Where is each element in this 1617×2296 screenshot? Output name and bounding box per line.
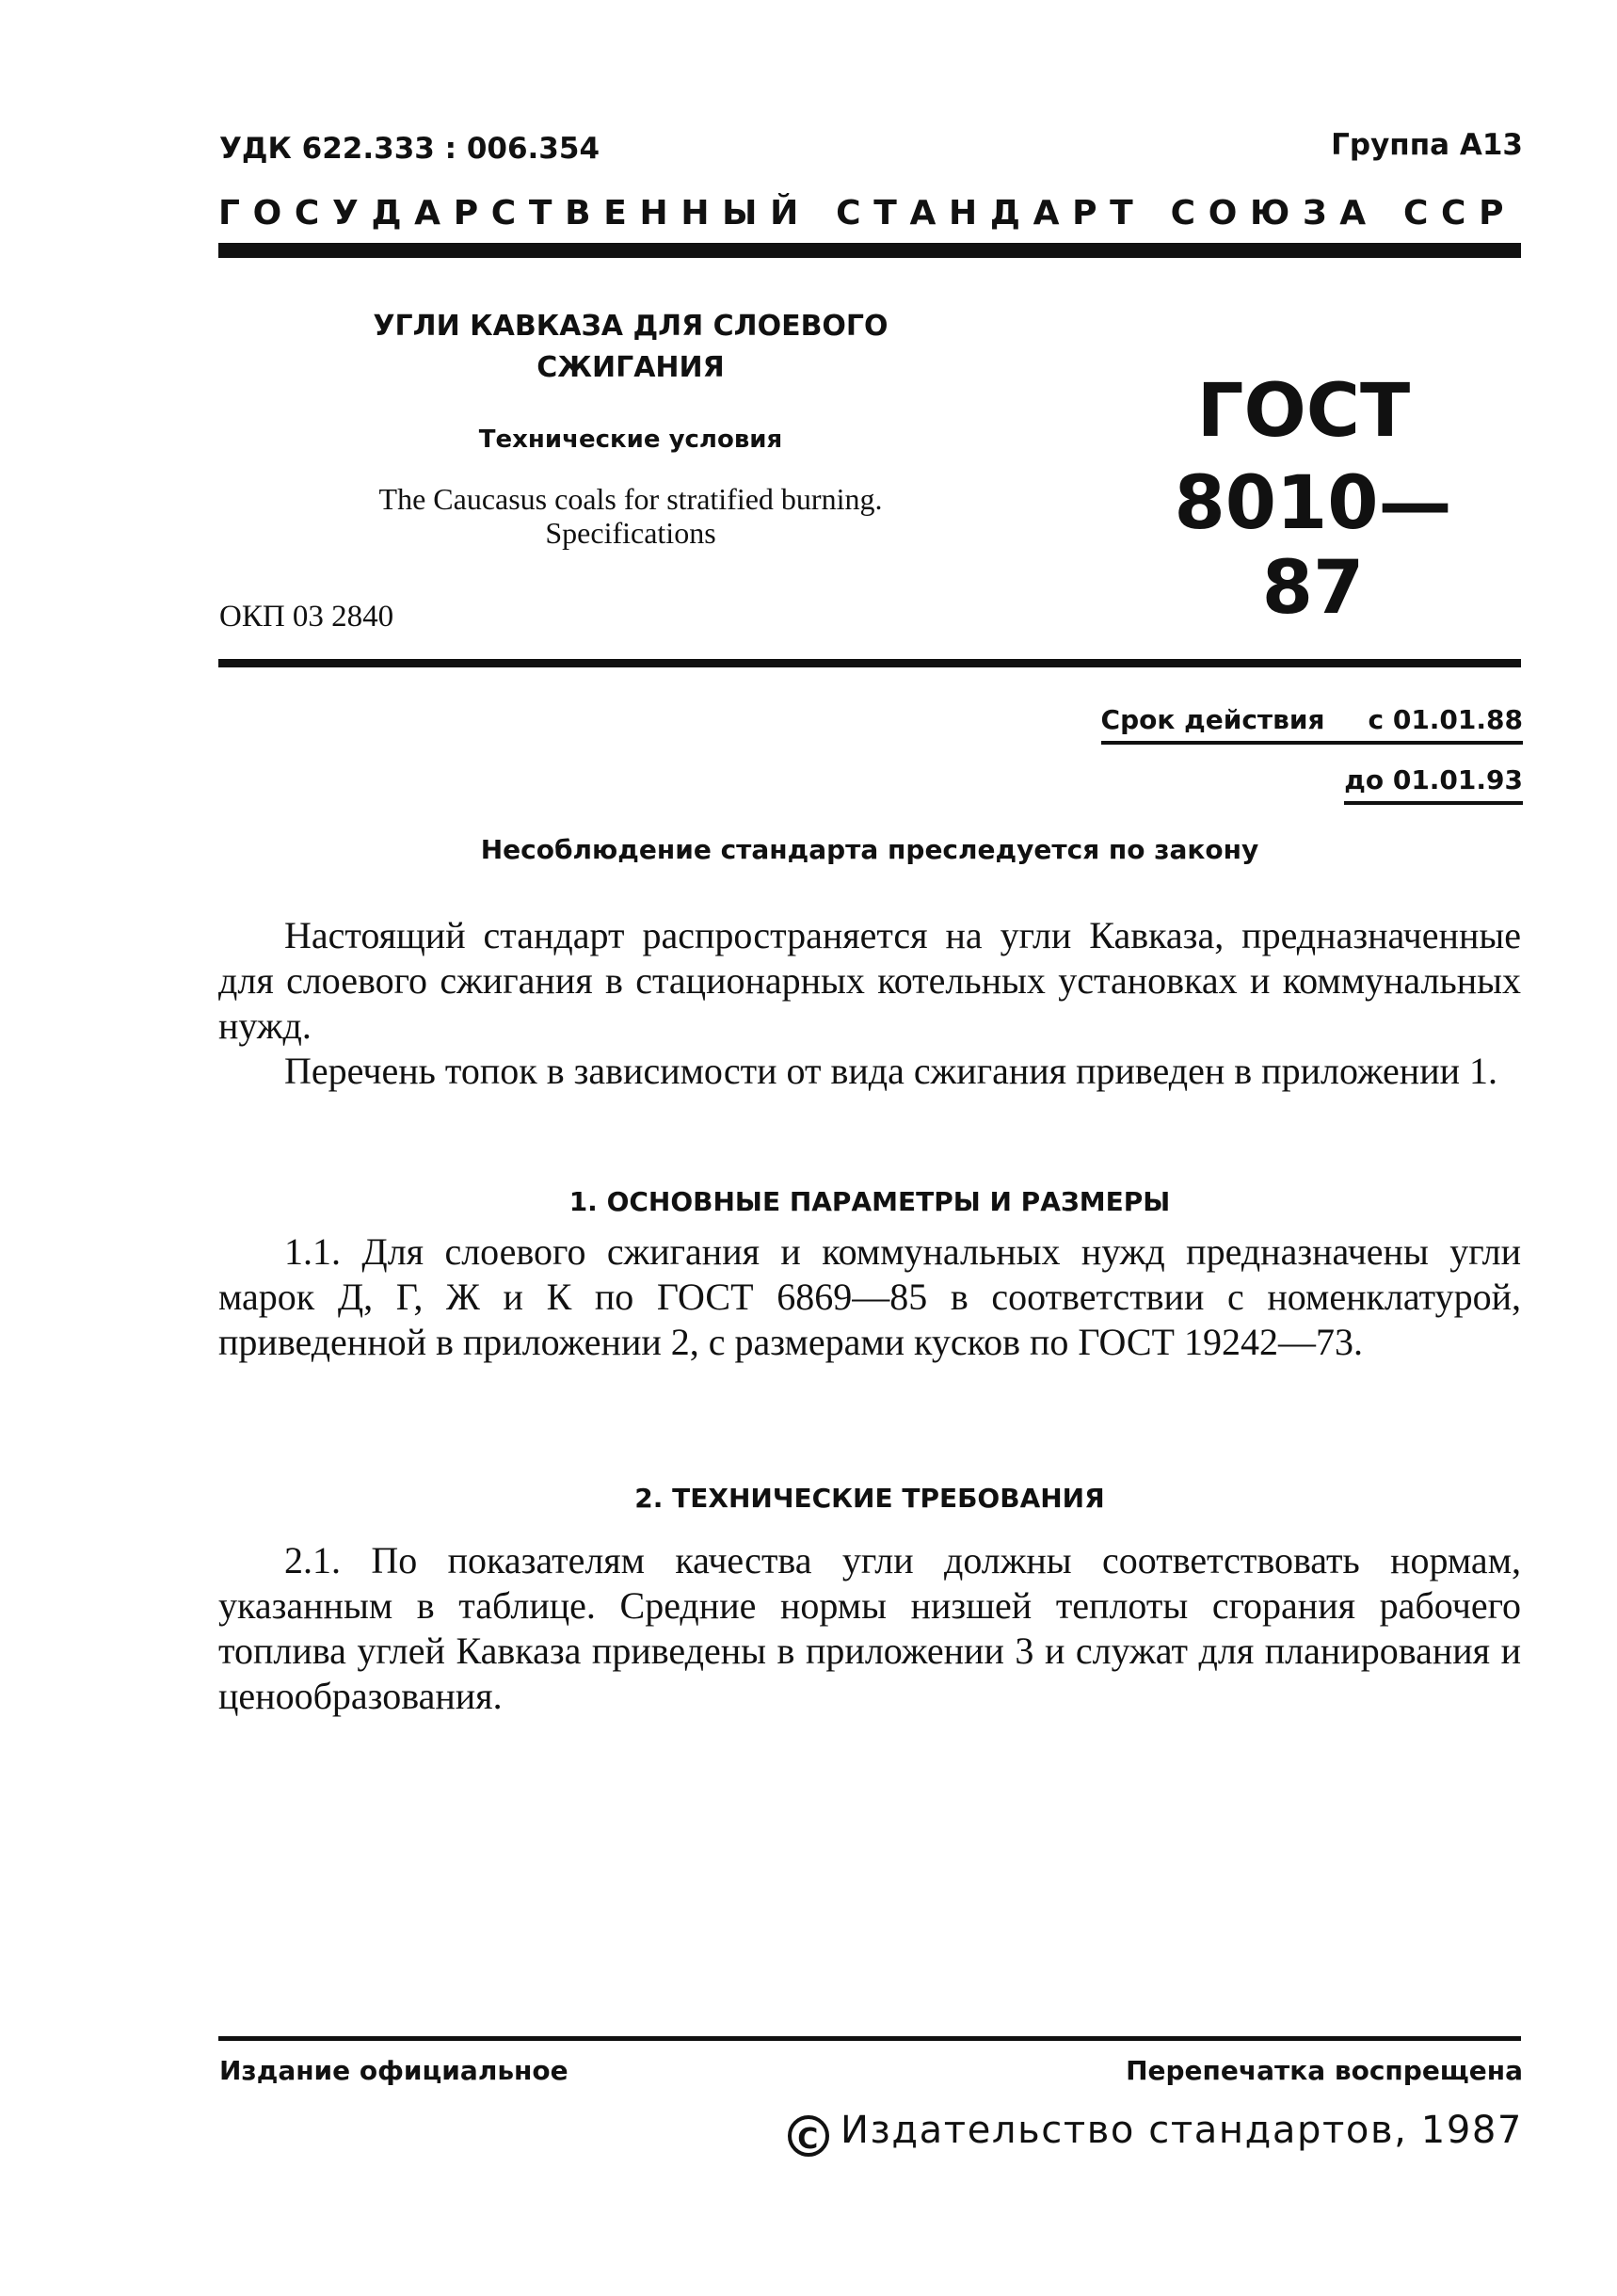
gost-number: 8010—87 (1174, 461, 1452, 631)
section-2-text (218, 1538, 1521, 1719)
footer-rule (218, 2036, 1521, 2041)
header-rule (218, 243, 1521, 258)
copyright-icon: C (788, 2115, 829, 2157)
clause-2-1: 2.1. По показателям качества угли должны соответствовать нормам, указанным в таблице. Средние нормы низшей теплоты сгорания рабочего топлива углей Кавказа приведены в приложении 3 и служат для планирования и ценообразования. (218, 1539, 1521, 1717)
udk-code: УДК 622.333 : 006.354 (219, 132, 600, 166)
section-heading-1: 1. ОСНОВНЫЕ ПАРАМЕТРЫ И РАЗМЕРЫ (568, 1186, 1171, 1217)
validity-period (1101, 704, 1523, 745)
legal-warning: Несоблюдение стандарта преследуется по закону (480, 834, 1259, 865)
validity-from: с 01.01.88 (1368, 704, 1523, 735)
reprint-prohibited: Перепечатка воспрещена (1126, 2055, 1523, 2086)
section-1-text (218, 1229, 1521, 1365)
intro-paragraph-2: Перечень топок в зависимости от вида сжигания приведен в приложении 1. (284, 1050, 1498, 1092)
okp-code: ОКП 03 2840 (219, 600, 394, 634)
group-code: Группа А13 (1331, 128, 1523, 162)
validity-label: Срок действия (1100, 704, 1325, 735)
validity-to: до 01.01.93 (1344, 764, 1523, 795)
state-standard-banner: ГОСУДАРСТВЕННЫЙ СТАНДАРТ СОЮЗА ССР (218, 194, 1517, 233)
official-edition: Издание официальное (219, 2055, 568, 2086)
english-title-line-1: The Caucasus coals for stratified burning. (378, 482, 883, 516)
title-line-2: СЖИГАНИЯ (536, 351, 725, 384)
english-title (311, 482, 951, 550)
title-rule (218, 659, 1521, 667)
intro-paragraph-1: Настоящий стандарт распространяется на угли Кавказа, предназначенные для слоевого сжигания в стационарных котельных установках и коммунальных нужд. (218, 914, 1521, 1047)
intro-text (218, 913, 1521, 1094)
english-title-line-2: Specifications (545, 516, 716, 550)
title-block (311, 306, 951, 389)
copyright-line (788, 2109, 1523, 2157)
validity-until-row (1344, 764, 1523, 805)
title-line-1: УГЛИ КАВКАЗА ДЛЯ СЛОЕВОГО (373, 310, 889, 343)
section-heading-2: 2. ТЕХНИЧЕСКИЕ ТРЕБОВАНИЯ (634, 1483, 1105, 1514)
gost-label: ГОСТ (1196, 369, 1411, 454)
subtitle: Технические условия (478, 425, 783, 454)
publisher: Издательство стандартов, 1987 (841, 2109, 1523, 2152)
clause-1-1: 1.1. Для слоевого сжигания и коммунальных нужд предназначены угли марок Д, Г, Ж и К по ГОСТ 6869—85 в соответствии с номенклатурой, приведенной в приложении 2, с размерами кусков по ГОСТ 19242—73. (218, 1230, 1521, 1363)
